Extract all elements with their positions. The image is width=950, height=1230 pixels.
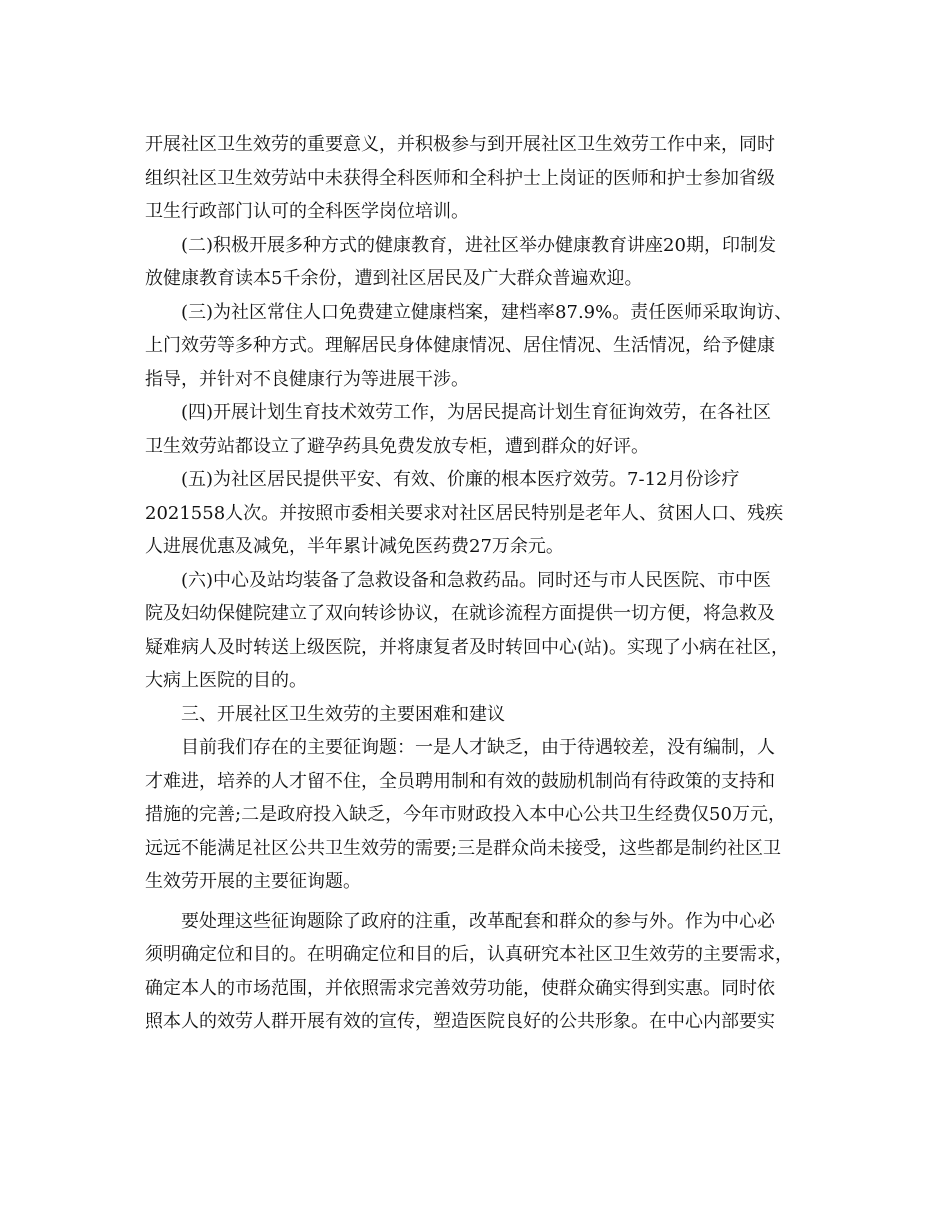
text-line: 确定本人的市场范围，并依照需求完善效劳功能，使群众确实得到实惠。同时依 xyxy=(145,977,775,999)
text-line: 生效劳开展的主要征询题。 xyxy=(145,871,361,892)
text-line: 人进展优惠及减免，半年累计减免医药费27万余元。 xyxy=(145,536,564,557)
paragraph-3-line: (三)为社区常住人口免费建立健康档案，建档率87.9%。责任医师采取询访、 xyxy=(181,301,793,323)
text-line: 措施的完善;二是政府投入缺乏，今年市财政投入本中心公共卫生经费仅50万元， xyxy=(145,804,786,825)
text-line: 远远不能满足社区公共卫生效劳的需要;三是群众尚未接受，这些都是制约社区卫 xyxy=(145,837,782,859)
text-line: 2021558人次。并按照市委相关要求对社区居民特别是老年人、贫困人口、残疾 xyxy=(145,502,784,524)
text-line: 放健康教育读本5千余份，遭到社区居民及广大群众普遍欢迎。 xyxy=(145,268,643,289)
text-line: 才难进，培养的人才留不住，全员聘用制和有效的鼓励机制尚有待政策的支持和 xyxy=(145,770,775,792)
paragraph-5-line: (五)为社区居民提供平安、有效、价廉的根本医疗效劳。7-12月份诊疗 xyxy=(181,469,740,490)
text-line: 开展社区卫生效劳的重要意义，并积极参与到开展社区卫生效劳工作中来，同时 xyxy=(145,134,775,155)
text-line: 卫生效劳站都设立了避孕药具免费发放专柜，遭到群众的好评。 xyxy=(145,435,649,457)
section-heading: 三、开展社区卫生效劳的主要困难和建议 xyxy=(181,703,505,725)
paragraph-suggestions-line: 要处理这些征询题除了政府的注重，改革配套和群众的参与外。作为中心必 xyxy=(181,910,775,932)
text-line: 照本人的效劳人群开展有效的宣传，塑造医院良好的公共形象。在中心内部要实 xyxy=(145,1011,775,1032)
text-line: 疑难病人及时转送上级医院，并将康复者及时转回中心(站)。实现了小病在社区， xyxy=(145,636,790,658)
text-line: 上门效劳等多种方式。理解居民身体健康情况、居住情况、生活情况，给予健康 xyxy=(145,335,775,356)
paragraph-problems-line: 目前我们存在的主要征询题：一是人才缺乏，由于待遇较差，没有编制，人 xyxy=(181,737,775,758)
text-line: 指导，并针对不良健康行为等进展干涉。 xyxy=(145,368,469,390)
text-line: 大病上医院的目的。 xyxy=(145,670,307,691)
paragraph-2-line: (二)积极开展多种方式的健康教育，进社区举办健康教育讲座20期，印制发 xyxy=(181,234,776,256)
paragraph-4-line: (四)开展计划生育技术效劳工作，为居民提高计划生育征询效劳，在各社区 xyxy=(181,402,772,423)
text-line: 卫生行政部门认可的全科医学岗位培训。 xyxy=(145,201,469,222)
text-line: 组织社区卫生效劳站中未获得全科医师和全科护士上岗证的医师和护士参加省级 xyxy=(145,167,775,189)
text-line: 院及妇幼保健院建立了双向转诊协议，在就诊流程方面提供一切方便，将急救及 xyxy=(145,603,775,624)
text-line: 须明确定位和目的。在明确定位和目的后，认真研究本社区卫生效劳的主要需求， xyxy=(145,944,793,965)
paragraph-6-line: (六)中心及站均装备了急救设备和急救药品。同时还与市人民医院、市中医 xyxy=(181,569,772,591)
document-body xyxy=(145,128,805,1039)
